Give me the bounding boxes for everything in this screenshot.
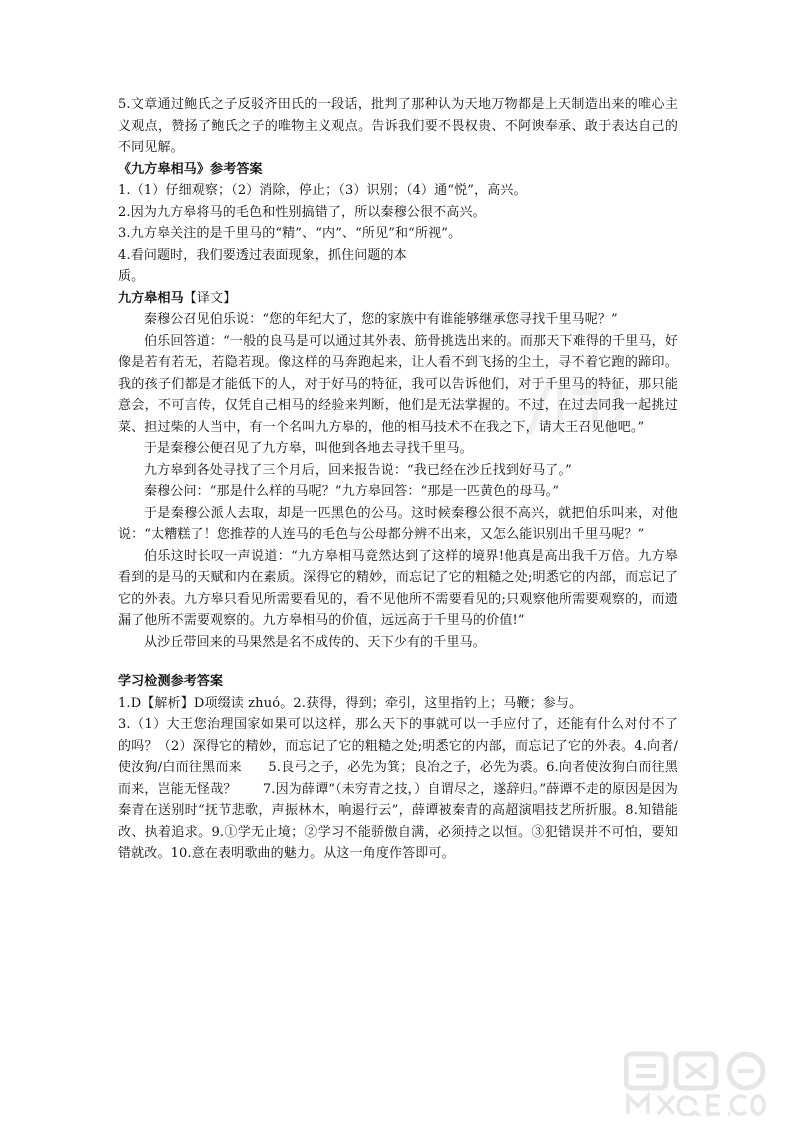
document-page xyxy=(118,94,678,865)
translation-heading xyxy=(118,288,678,310)
site-watermark-logo xyxy=(618,1050,778,1116)
jiufanggao-answer-4-continued: 质。 xyxy=(118,269,145,284)
jiufanggao-answer-3: 3.九方皋关注的是千里马的“精”、“内”、“所见”和“所视”。 xyxy=(118,226,462,241)
jiufanggao-answer-4: 4.看问题时，我们要透过表面现象，抓住问题的本 xyxy=(118,247,407,263)
translation-heading-title: 九方皋相马 xyxy=(118,290,184,306)
answer-item-5: 5.文章通过鲍氏之子反驳齐田氏的一段话，批判了那种认为天地万物都是上天制造出来的唯心主义观点，赞扬了鲍氏之子的唯物主义观点。告诉我们要不畏权贵、不阿谀奉承、敢于表达自己的不同见解。 xyxy=(118,97,678,155)
translation-paragraph: 伯乐回答道：“一般的良马是可以通过其外表、筋骨挑选出来的。而那天下难得的千里马，好像是若有若无，若隐若现。像这样的马奔跑起来，让人看不到飞扬的尘土，寻不着它跑的蹄印。我的孩子们都是才能低下的人，对于好马的特征，我可以告诉他们，对于千里马的特征，那只能意会，不可言传，仅凭自己相马的经验来判断，他们是无法掌握的。不过，在过去同我一起挑过菜、担过柴的人当中，有一个名叫九方皋的，他的相马技术不在我之下，请大王召见他吧。” xyxy=(118,333,678,435)
study-check-heading: 学习检测参考答案 xyxy=(118,674,224,689)
translation-paragraph: 秦穆公召见伯乐说：“您的年纪大了，您的家族中有谁能够继承您寻找千里马呢？” xyxy=(144,312,618,327)
translation-paragraph: 伯乐这时长叹一声说道：“九方皋相马竟然达到了这样的境界!他真是高出我千万倍。九方皋看到的是马的天赋和内在素质。深得它的精妙，而忘记了它的粗糙之处;明悉它的内部，而忘记了它的外表。九方皋只看见所需要看见的，看不见他所不需要看见的;只观察他所需要观察的，而遗漏了他所不需要观察的。九方皋相马的价值，远远高于千里马的价值!” xyxy=(118,548,678,628)
jiufanggao-answer-1: 1.（1）仔细观察；（2）消除，停止；（3）识别；（4）通“悦”，高兴。 xyxy=(118,183,527,198)
translation-paragraph: 于是秦穆公派人去取，却是一匹黑色的公马。这时候秦穆公很不高兴，就把伯乐叫来，对他说：“太糟糕了！您推荐的人连马的毛色与公母都分辨不出来，又怎么能识别出千里马呢？” xyxy=(118,505,678,542)
jiufanggao-answer-2: 2.因为九方皋将马的毛色和性别搞错了，所以秦穆公很不高兴。 xyxy=(118,204,486,220)
section-spacer xyxy=(118,653,678,671)
study-check-body: 3.（1）大王您治理国家如果可以这样，那么天下的事就可以一手应付了，还能有什么对付不了的吗？（2）深得它的精妙，而忘记了它的粗糙之处;明悉它的内部，而忘记了它的外表。4.向者/使汝狗/白而往黑而来 5.良弓之子，必先为箕；良冶之子，必先为裘。6.向者使汝狗白而往黑而来，岂能无怪哉？ 7.因为薛谭“（未穷青之技，）自谓尽之，遂辞归。”薛谭不走的原因是因为秦青在送别时“抚节悲歌，声振林木，响遏行云”，薛谭被秦青的高超演唱技艺所折服。8.知错能改、执着追求。9.①学无止境；②学习不能骄傲自满，必须持之以恒。③犯错误并不可怕，要知错就改。10.意在表明歌曲的魅力。从这一角度作答即可。 xyxy=(118,717,678,861)
watermark-logo-chars xyxy=(624,1050,774,1099)
study-check-line-1: 1.D【解析】D项缀读 zhuó。2.获得，得到；牵引，这里指钓上；马鞭；参与。 xyxy=(118,695,583,711)
translation-paragraph: 秦穆公问：“那是什么样的马呢？”九方皋回答：“那是一匹黄色的母马。” xyxy=(144,484,560,499)
watermark-logo-glyphs xyxy=(624,1050,774,1092)
translation-paragraph: 从沙丘带回来的马果然是名不成传的、天下少有的千里马。 xyxy=(144,634,486,650)
translation-paragraph: 于是秦穆公便召见了九方皋，叫他到各地去寻找千里马。 xyxy=(144,441,473,456)
watermark-logo-url xyxy=(624,1092,774,1120)
translation-heading-label: 【译文】 xyxy=(183,290,237,306)
jiufanggao-answers-heading: 《九方皋相马》参考答案 xyxy=(118,161,263,177)
translation-paragraph: 九方皋到各处寻找了三个月后，回来报告说：“我已经在沙丘找到好马了。” xyxy=(144,462,572,478)
watermark-logo-url-glyphs xyxy=(624,1092,774,1116)
